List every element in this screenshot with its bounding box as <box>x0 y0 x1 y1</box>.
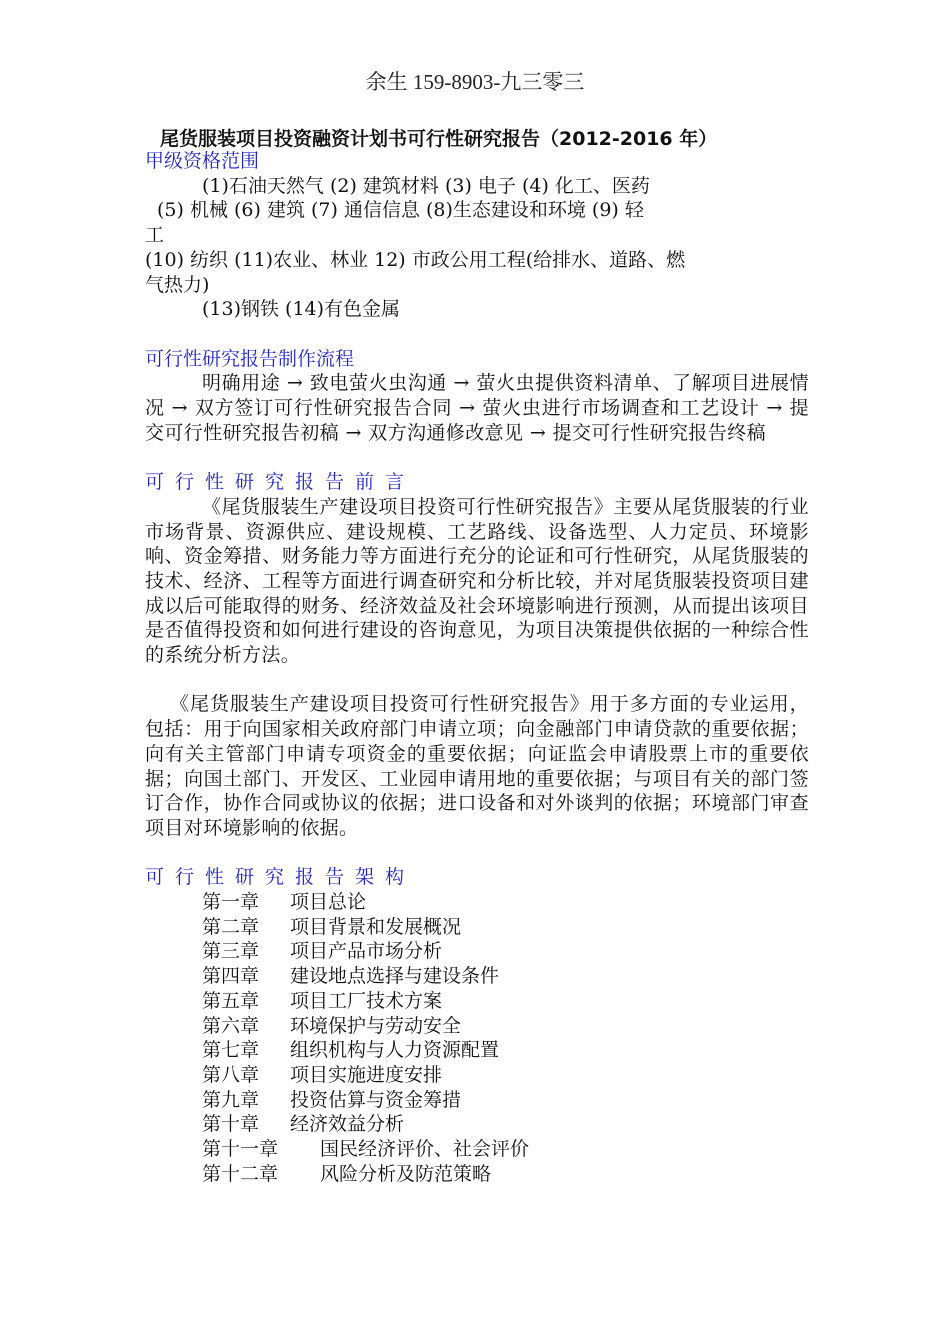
structure-heading: 可行性研究报告架构 <box>145 866 416 889</box>
preface-paragraph-2: 《尾货服装生产建设项目投资可行性研究报告》用于多方面的专业运用，包括：用于向国家相关政府部门申请立项；向金融部门申请贷款的重要依据；向有关主管部门申请专项资金的重要依据；向证监会申请股票上市的重要依据；向国土部门、开发区、工业园申请用地的重要依据；与项目有关的部门签订合作，协作合同或协议的依据；进口设备和对外谈判的依据；环境部门审查项目对环境影响的依据。 <box>145 693 809 839</box>
chapter-item: 第九章 投资估算与资金筹措 <box>202 1088 462 1111</box>
qualification-line: (10) 纺织 (11)农业、林业 12) 市政公用工程(给排水、道路、燃 <box>145 248 686 271</box>
qualification-heading: 甲级资格范围 <box>145 150 260 172</box>
chapter-item: 第四章 建设地点选择与建设条件 <box>202 965 500 988</box>
chapter-item: 第十章 经济效益分析 <box>202 1113 405 1136</box>
process-heading: 可行性研究报告制作流程 <box>145 347 355 370</box>
chapter-item: 第七章 组织机构与人力资源配置 <box>202 1039 500 1062</box>
chapter-item: 第二章 项目背景和发展概况 <box>202 915 462 938</box>
chapter-item: 第六章 环境保护与劳动安全 <box>202 1014 462 1037</box>
chapter-item: 第五章 项目工厂技术方案 <box>202 989 443 1012</box>
preface-heading: 可行性研究报告前言 <box>145 471 416 494</box>
process-text: 明确用途 → 致电萤火虫沟通 → 萤火虫提供资料清单、了解项目进展情况 → 双方签订可行性研究报告合同 → 萤火虫进行市场调查和工艺设计 → 提交可行性研究报告初稿 → 双方沟通修改意见 → 提交可行性研究报告终稿 <box>145 372 809 444</box>
chapter-item: 第十一章 国民经济评价、社会评价 <box>202 1138 530 1161</box>
preface-paragraph-1: 《尾货服装生产建设项目投资可行性研究报告》主要从尾货服装的行业市场背景、资源供应、建设规模、工艺路线、设备选型、人力定员、环境影响、资金筹措、财务能力等方面进行充分的论证和可行性研究，从尾货服装的技术、经济、工程等方面进行调查研究和分析比较，并对尾货服装投资项目建成以后可能取得的财务、经济效益及社会环境影响进行预测，从而提出该项目是否值得投资和如何进行建设的咨询意见，为项目决策提供依据的一种综合性的系统分析方法。 <box>145 495 809 667</box>
chapter-item: 第三章 项目产品市场分析 <box>202 940 443 963</box>
qualification-line: (13)钢铁 (14)有色金属 <box>202 298 401 321</box>
chapter-item: 第一章 项目总论 <box>202 891 367 914</box>
qualification-line: 气热力) <box>145 273 210 296</box>
document-body <box>145 149 809 1186</box>
chapter-item: 第十二章 风险分析及防范策略 <box>202 1162 492 1185</box>
qualification-line: 工 <box>145 224 165 247</box>
chapter-list <box>145 890 809 1186</box>
document-title: 尾货服装项目投资融资计划书可行性研究报告（2012-2016 年） <box>160 128 718 150</box>
chapter-item: 第八章 项目实施进度安排 <box>202 1063 443 1086</box>
qualification-line: (5) 机械 (6) 建筑 (7) 通信信息 (8)生态建设和环境 (9) 轻 <box>157 199 644 222</box>
qualification-line: (1)石油天然气 (2) 建筑材料 (3) 电子 (4) 化工、医药 <box>202 174 650 197</box>
contact-header: 余生 159-8903-九三零三 <box>365 70 585 94</box>
